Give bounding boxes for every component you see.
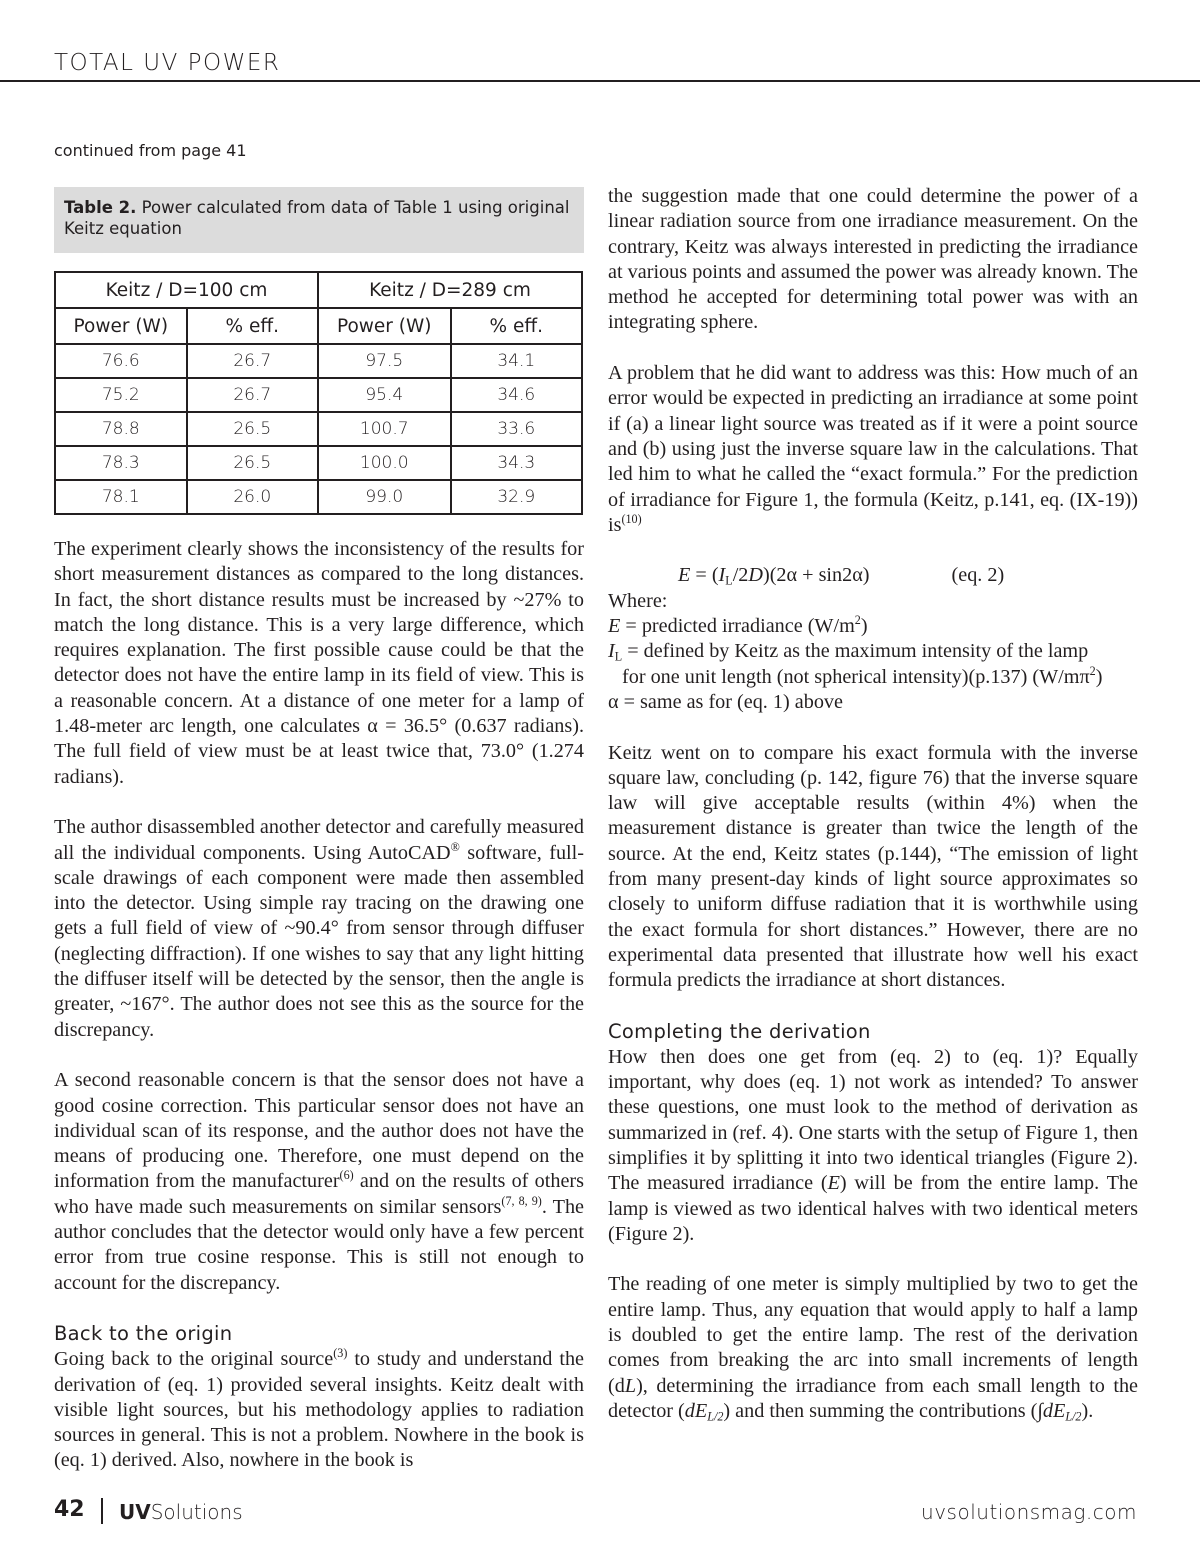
table-caption-text: Power calculated from data of Table 1 using original Keitz equation (64, 198, 570, 238)
table-caption (54, 187, 584, 253)
table-cell: 100.0 (318, 446, 451, 480)
paragraph: Keitz went on to compare his exact formula with the inverse square law, concluding (p. 142, figure 76) that the inverse square law will give acceptable results (within 4%) when the measurement distance is greater than twice the length of the source. At the end, Keitz states (p.144), “The emission of light from many present-day kinds of light source approximates so closely to uniform diffuse radiation that it is worthwhile using the exact formula for short distances.” However, there are no experimental data presented that illustrate how well his exact formula predicts the irradiance at short distances. (608, 741, 1138, 992)
table-row (55, 480, 582, 514)
table-cell: 78.8 (55, 412, 187, 446)
column-header: % eff. (187, 308, 318, 344)
table-cell: 34.3 (451, 446, 582, 480)
table-caption-label: Table 2. (64, 198, 137, 217)
reference: (10) (621, 511, 642, 526)
table-cell: 76.6 (55, 344, 187, 378)
table-cell: 75.2 (55, 378, 187, 412)
equation-2: $E = (I_L/2D)(2\alpha + \sin 2\alpha)$ (eq. 2) (678, 564, 1005, 589)
table-header-row (55, 308, 582, 344)
table-cell: 34.6 (451, 378, 582, 412)
table-row (55, 344, 582, 378)
paragraph: The reading of one meter is simply multiplied by two to get the entire lamp. Thus, any equation that would apply to half a lamp is doubled to get the entire lamp. The rest of the derivation comes from breaking the arc into small increments of length (dL), determining the irradiance from each small length to the detector $(dE_{L/2})$ and then summing the contributions $(\int dE_{L/2})$. (608, 1273, 1138, 1424)
table-cell: 95.4 (318, 378, 451, 412)
paragraph: the suggestion made that one could determine the power of a linear radiation source from one irradiance measurement. On the contrary, Keitz was always interested in predicting the irradiance at various points and assumed the power was already known. The method he accepted for determining total power was with an integrating sphere. (608, 185, 1138, 334)
table-cell: 33.6 (451, 412, 582, 446)
continued-note: continued from page 41 (54, 141, 247, 160)
power-table (54, 271, 583, 515)
where-label: Where: (608, 589, 668, 612)
definition-IL: $I_L$ = defined by Keitz as the maximum intensity of the lamp (608, 640, 1089, 664)
table-row (55, 446, 582, 480)
reference: (7, 8, 9) (501, 1193, 542, 1208)
paragraph: A second reasonable concern is that the sensor does not have a good cosine correction. This particular sensor does not have an individual scan of its response, and the author does not have the means of producing one. Therefore, one must depend on the information from the manufacturer$^{(6)}$ and on the results of others who have made such measurements on similar sensors$^{(7, 8, 9)}$. The author concludes that the detector would only have a few percent error from true cosine response. This is still not enough to account for the discrepancy. (54, 1069, 585, 1294)
table-cell: 26.0 (187, 480, 318, 514)
table-group-header-row (55, 272, 582, 308)
column-header: Power (W) (318, 308, 451, 344)
table-cell: 26.7 (187, 378, 318, 412)
table-row (55, 412, 582, 446)
publication-url: uvsolutionsmag.com (921, 1500, 1137, 1524)
definition-E: E = predicted irradiance $(W/m^2)$ (608, 613, 868, 638)
subheading-back-to-origin: Back to the origin (54, 1322, 233, 1346)
table-cell: 32.9 (451, 480, 582, 514)
group-header: Keitz / D=100 cm (55, 272, 318, 308)
page-number: 42 (54, 1497, 85, 1522)
table-cell: 78.1 (55, 480, 187, 514)
table-cell: 26.5 (187, 412, 318, 446)
table-cell: 26.5 (187, 446, 318, 480)
table-cell: 100.7 (318, 412, 451, 446)
registered-mark: ® (450, 839, 460, 854)
right-column (608, 184, 1138, 1424)
subheading-completing-derivation: Completing the derivation (608, 1019, 871, 1043)
paragraph: A problem that he did want to address was this: How much of an error would be expected in predicting an irradiance at some point if (a) a linear light source was treated as if it were a point source and (b) using just the inverse square law in the calculations. That led him to what he called the “exact formula.” For the prediction of irradiance for Figure 1, the formula (Keitz, p.141, eq. (IX-19)) $is^{(10)}$ (608, 362, 1138, 536)
publication-brand: UVSolutions (119, 1500, 243, 1524)
header-rule (0, 80, 1200, 82)
column-header: Power (W) (55, 308, 187, 344)
section-title: TOTAL UV POWER (54, 50, 281, 76)
left-column (54, 537, 584, 1474)
paragraph: The experiment clearly shows the inconsistency of the results for short measurement distances as compared to the long distances. In fact, the short distance results must be increased by ~27% to match the long distance. This is a very large difference, which requires explanation. The first possible cause could be that the detector does not have the entire lamp in its field of view. This is a reasonable concern. At a distance of one meter for a lamp of 1.48-meter arc length, one calculates α = 36.5° (0.637 radians). The full field of view must be at least twice that, 73.0° (1.274 radians). (54, 538, 584, 788)
group-header: Keitz / D=289 cm (318, 272, 582, 308)
equation-number: (eq. 2) (951, 564, 1005, 587)
definition-alpha: α = same as for (eq. 1) above (608, 690, 843, 713)
paragraph: The author disassembled another detector and carefully measured all the individual components. Using AutoCAD® software, full-scale drawings of each component were made then assembled into the detector. Using simple ray tracing on the drawing one gets a full field of view of ~90.4° from sensor through diffuser (neglecting diffraction). If one wishes to say that any light hitting the diffuser itself will be detected by the sensor, then the angle is greater, ~167°. The author does not see this as the source for the discrepancy. (54, 816, 584, 1041)
reference: (6) (339, 1168, 354, 1183)
table-row (55, 378, 582, 412)
paragraph: Going back to the original source$^{(3)}$ to study and understand the derivation of (eq. 1) provided several insights. Keitz dealt with visible light sources, but his methodology applies to radiation sources in general. This is not a problem. Nowhere in the book is (eq. 1) derived. Also, nowhere in the book is (54, 1346, 584, 1472)
footer-separator (101, 1498, 103, 1524)
table-cell: 99.0 (318, 480, 451, 514)
table-cell: 78.3 (55, 446, 187, 480)
table-cell: 26.7 (187, 344, 318, 378)
paragraph: How then does one get from (eq. 2) to (eq. 1)? Equally important, why does (eq. 1) not work as intended? To answer these questions, one must look to the method of derivation as summarized in (ref. 4). One starts with the setup of Figure 1, then simplifies it by splitting it into two identical triangles (Figure 2). The measured irradiance (E) will be from the entire lamp. The lamp is viewed as two identical halves with two identical meters (Figure 2). (608, 1045, 1138, 1245)
table-cell: 34.1 (451, 344, 582, 378)
table-cell: 97.5 (318, 344, 451, 378)
reference: (3) (333, 1346, 348, 1361)
definition-IL-continued: for one unit length (not spherical intensity)(p.137) $(W/m\pi^2)$ (622, 663, 1103, 688)
column-header: % eff. (451, 308, 582, 344)
